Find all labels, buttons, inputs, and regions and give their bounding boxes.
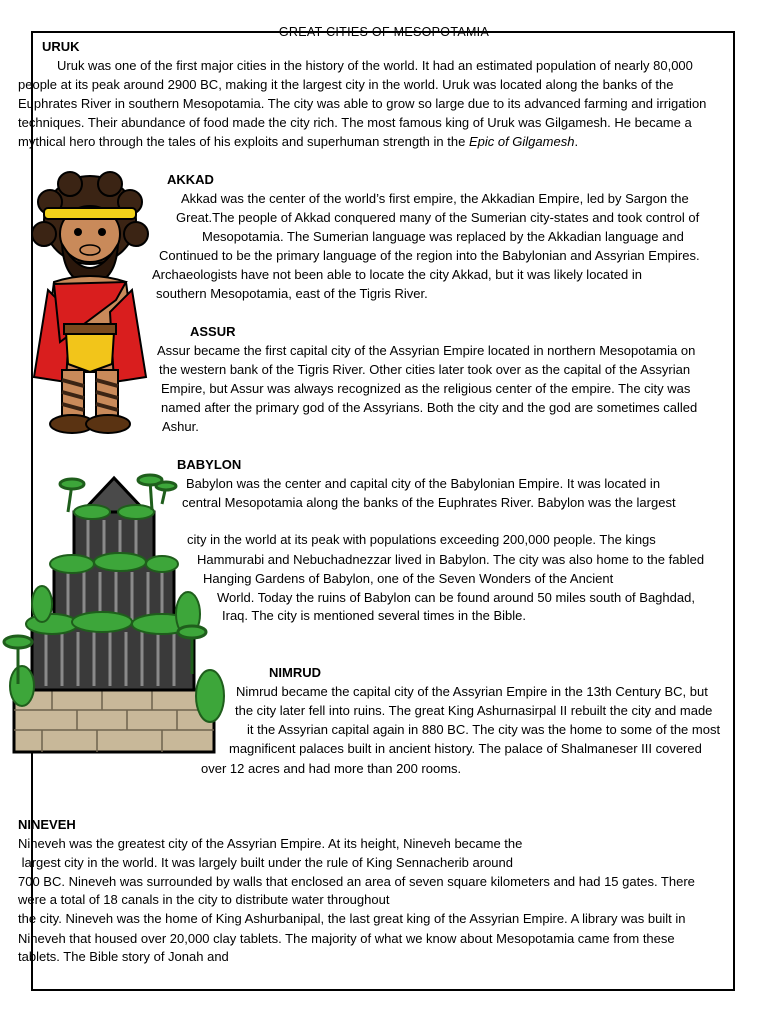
assur-line-5: Ashur. (162, 419, 199, 434)
assur-line-3: Empire, but Assur was always recognized as the religious center of the empire. The city was (161, 381, 691, 396)
akkad-line-4: Continued to be the primary language of the region into the Babylonian and Assyrian Empires. (159, 248, 700, 263)
hanging-gardens-illustration (2, 464, 230, 758)
babylon-line-7: Iraq. The city is mentioned several times in the Bible. (222, 608, 526, 623)
akkad-line-1: Akkad was the center of the world’s first empire, the Akkadian Empire, led by Sargon the (181, 191, 689, 206)
uruk-heading: URUK (42, 39, 80, 54)
nineveh-line-7: tablets. The Bible story of Jonah and (18, 949, 229, 964)
nimrud-line-1: Nimrud became the capital city of the Assyrian Empire in the 13th Century BC, but (236, 684, 708, 699)
akkad-line-3: Mesopotamia. The Sumerian language was replaced by the Akkadian language and (202, 229, 684, 244)
akkad-line-2: Great.The people of Akkad conquered many of the Sumerian city-states and took control of (176, 210, 700, 225)
nimrud-heading: NIMRUD (269, 665, 321, 680)
akkad-line-6: southern Mesopotamia, east of the Tigris River. (156, 286, 428, 301)
nineveh-line-2: largest city in the world. It was largely built under the rule of King Sennacherib around (18, 855, 513, 870)
nimrud-line-4: magnificent palaces built in ancient history. The palace of Shalmaneser III covered (229, 741, 702, 756)
babylon-heading: BABYLON (177, 457, 242, 472)
uruk-line-3: Euphrates River in southern Mesopotamia. The city was able to grow so large due to its advanced farming and irrigation (18, 96, 707, 111)
nineveh-line-6: Nineveh that housed over 20,000 clay tablets. The majority of what we know about Mesopotamia came from these (18, 931, 675, 946)
assur-line-4: named after the primary god of the Assyrians. Both the city and the god are sometimes called (161, 400, 698, 415)
king-figure-illustration (26, 172, 154, 440)
nimrud-line-3: it the Assyrian capital again in 880 BC. The city was the home to some of the most (247, 722, 721, 737)
nimrud-line-2: the city later fell into ruins. The great King Ashurnasirpal II rebuilt the city and made (235, 703, 713, 718)
babylon-line-4: Hammurabi and Nebuchadnezzar lived in Babylon. The city was also home to the fabled (197, 552, 705, 567)
babylon-line-6: World. Today the ruins of Babylon can be found around 50 miles south of Baghdad, (217, 590, 695, 605)
babylon-line-1: Babylon was the center and capital city of the Babylonian Empire. It was located in (186, 476, 661, 491)
uruk-line-2: people at its peak around 2900 BC, making it the largest city in the world. Uruk was located along the banks of the (18, 77, 674, 92)
uruk-line-5-end: . (574, 134, 579, 149)
nineveh-line-1: Nineveh was the greatest city of the Assyrian Empire. At its height, Nineveh became the (18, 836, 523, 851)
assur-line-1: Assur became the first capital city of the Assyrian Empire located in northern Mesopotamia on (157, 343, 696, 358)
akkad-heading: AKKAD (167, 172, 214, 187)
uruk-line-5-text: mythical hero through the tales of his exploits and superhuman strength in the (18, 134, 469, 149)
assur-heading: ASSUR (190, 324, 236, 339)
uruk-line-4: techniques. Their abundance of food made the city rich. The most famous king of Uruk was Gilgamesh. He became a (18, 115, 692, 130)
epic-title: Epic of Gilgamesh (468, 134, 575, 149)
nineveh-line-5: the city. Nineveh was the home of King Ashurbanipal, the last great king of the Assyrian Empire. A library was built in (18, 911, 686, 926)
nineveh-line-3: 700 BC. Nineveh was surrounded by walls that enclosed an area of seven square kilometers and had 15 gates. There (18, 874, 695, 889)
babylon-line-2: central Mesopotamia along the banks of the Euphrates River. Babylon was the largest (182, 495, 676, 510)
nimrud-line-5: over 12 acres and had more than 200 rooms. (201, 761, 462, 776)
uruk-line-1: Uruk was one of the first major cities in the history of the world. It had an estimated population of nearly 80,000 (57, 58, 693, 73)
nineveh-heading: NINEVEH (18, 817, 76, 832)
nineveh-line-4: were a total of 18 canals in the city to distribute water throughout (18, 892, 390, 907)
akkad-line-5: Archaeologists have not been able to locate the city Akkad, but it was likely located in (152, 267, 642, 282)
uruk-line-5 (18, 133, 578, 150)
babylon-line-3: city in the world at its peak with populations exceeding 200,000 people. The kings (187, 532, 656, 547)
assur-line-2: the western bank of the Tigris River. Other cities later took over as the capital of the Assyrian (159, 362, 691, 377)
babylon-line-5: Hanging Gardens of Babylon, one of the Seven Wonders of the Ancient (203, 571, 614, 586)
page-title: GREAT CITIES OF MESOPOTAMIA (278, 25, 490, 39)
